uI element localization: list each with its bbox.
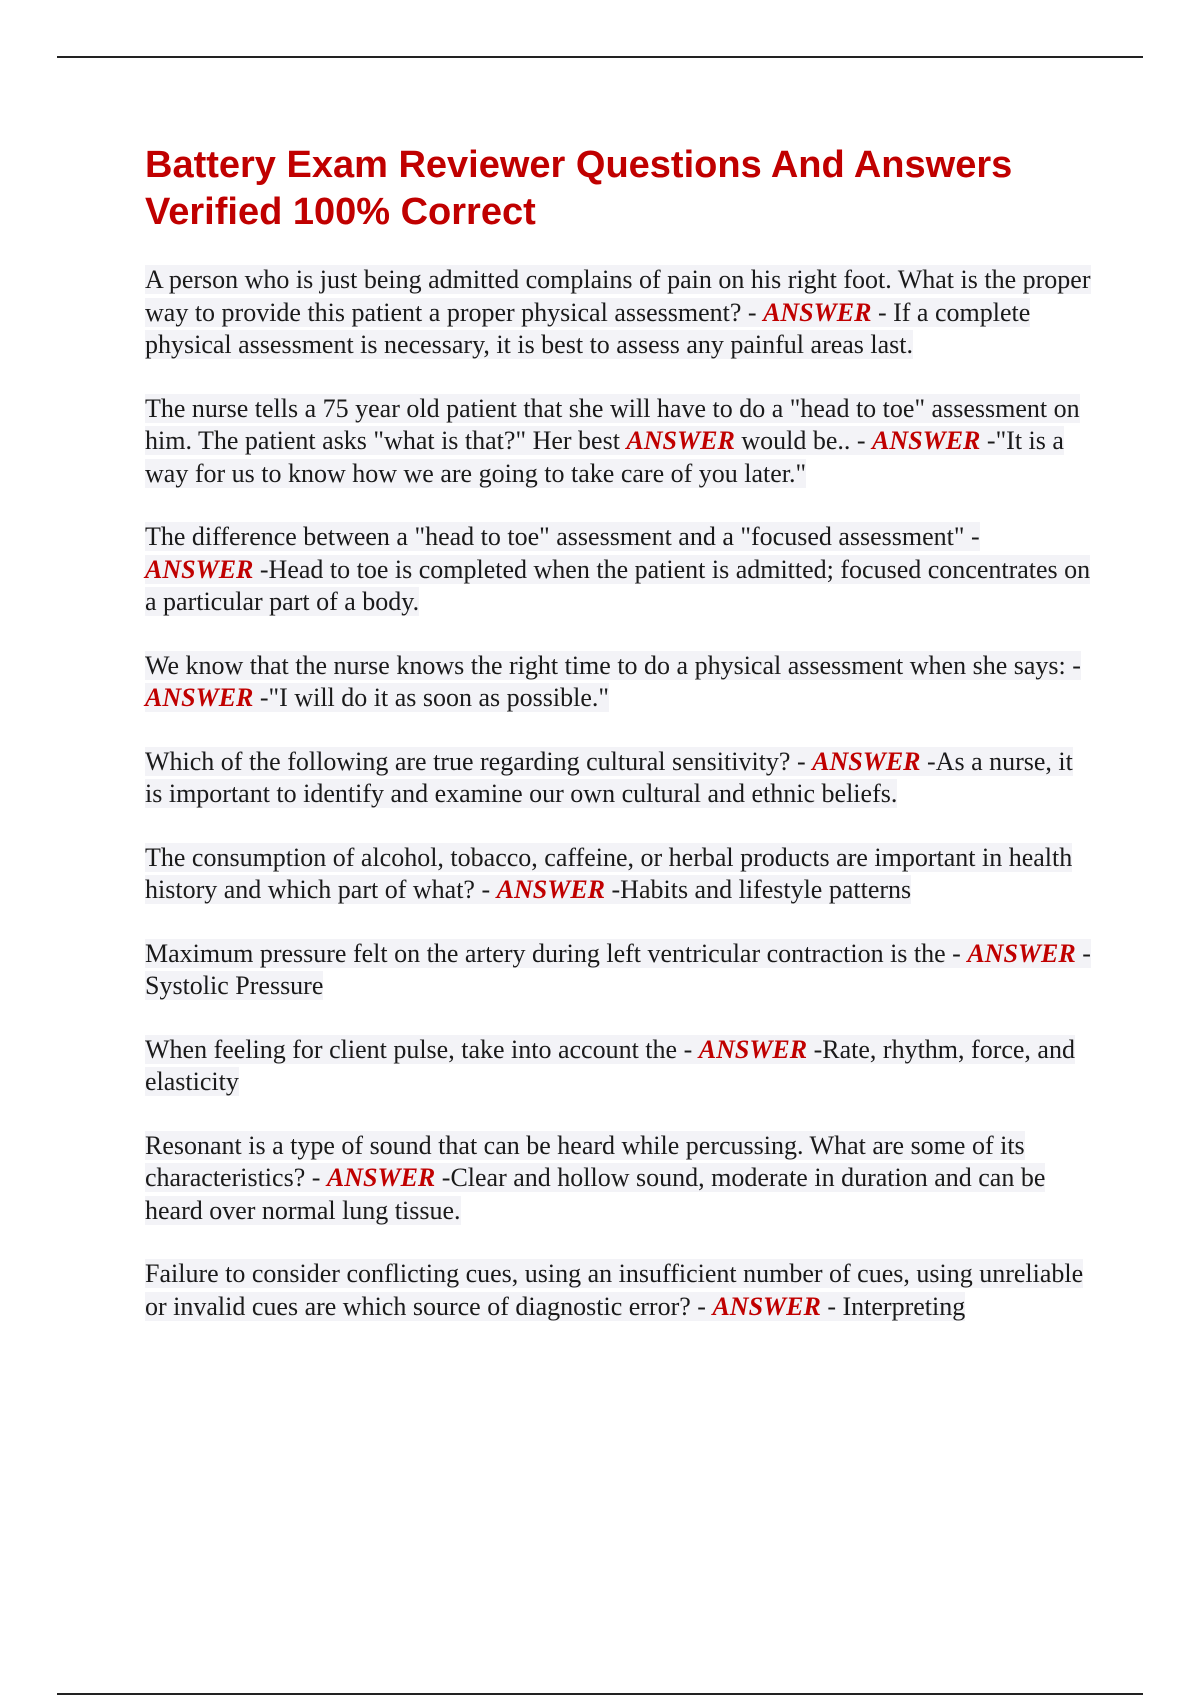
question-text: The difference between a "head to toe" assessment and a "focused assessment" -	[145, 522, 980, 551]
answer-text: -Systolic Pressure	[145, 938, 1091, 1000]
qa-item-8	[145, 1034, 1091, 1099]
question-text: Which of the following are true regarding cultural sensitivity? -	[145, 746, 813, 776]
answer-text: -Clear and hollow sound, moderate in duration and can be heard over normal lung tissue.	[145, 1163, 1046, 1225]
question-text: The nurse tells a 75 year old patient that she will have to do a "head to toe" assessment on him. The patient asks "what is that?" Her best	[145, 393, 1080, 455]
question-text: A person who is just being admitted complains of pain on his right foot. What is the proper way to provide this patient a proper physical assessment? -	[145, 265, 1091, 327]
bottom-divider	[57, 1693, 1143, 1695]
answer-text: -Head to toe is completed when the patient is admitted; focused concentrates on a particular part of a body.	[145, 554, 1091, 616]
page-title: Battery Exam Reviewer Questions And Answers Verified 100% Correct	[145, 144, 1013, 233]
answer-text: -"I will do it as soon as possible."	[253, 683, 609, 712]
question-text-tail: would be.. -	[734, 426, 873, 455]
answer-label: ANSWER	[145, 683, 254, 712]
qa-item-5	[145, 746, 1091, 811]
answer-text: - Interpreting	[820, 1291, 966, 1321]
answer-text: -"It is a way for us to know how we are going to take care of you later."	[145, 426, 1064, 488]
question-text: Maximum pressure felt on the artery during left ventricular contraction is the -	[145, 938, 968, 968]
answer-text: -As a nurse, it is important to identify and examine our own cultural and ethnic beliefs.	[145, 746, 1073, 808]
question-text: We know that the nurse knows the right time to do a physical assessment when she says: -	[145, 650, 1081, 680]
qa-item-1	[145, 264, 1091, 362]
answer-label: ANSWER	[496, 875, 606, 904]
answer-word-inline: ANSWER	[626, 426, 735, 455]
document-body	[145, 142, 1091, 1354]
qa-item-3	[145, 521, 1091, 619]
question-text: When feeling for client pulse, take into account the -	[145, 1034, 699, 1064]
answer-text: -Habits and lifestyle patterns	[605, 875, 912, 904]
answer-label: ANSWER	[812, 746, 921, 776]
qa-item-9	[145, 1130, 1091, 1228]
top-divider	[57, 56, 1143, 58]
answer-label: ANSWER	[712, 1291, 821, 1321]
qa-item-4	[145, 650, 1091, 715]
answer-label: ANSWER	[698, 1034, 808, 1064]
question-text: The consumption of alcohol, tobacco, caffeine, or herbal products are important in health history and which part of what? -	[145, 842, 1073, 904]
qa-item-10	[145, 1258, 1091, 1323]
answer-label: ANSWER	[763, 297, 872, 327]
qa-item-6	[145, 842, 1091, 907]
question-text: Resonant is a type of sound that can be heard while percussing. What are some of its characteristics? -	[145, 1130, 1025, 1192]
answer-label: ANSWER	[967, 938, 1076, 968]
answer-label: ANSWER	[872, 426, 981, 455]
answer-label: ANSWER	[145, 554, 254, 584]
qa-item-7	[145, 938, 1091, 1003]
qa-item-2	[145, 393, 1091, 491]
answer-label: ANSWER	[326, 1163, 436, 1192]
answer-text: -Rate, rhythm, force, and elasticity	[145, 1034, 1075, 1096]
question-text: Failure to consider conflicting cues, using an insufficient number of cues, using unreliable or invalid cues are which source of diagnostic error? -	[145, 1259, 1084, 1321]
answer-text: - If a complete physical assessment is necessary, it is best to assess any painful areas last.	[145, 297, 1031, 359]
